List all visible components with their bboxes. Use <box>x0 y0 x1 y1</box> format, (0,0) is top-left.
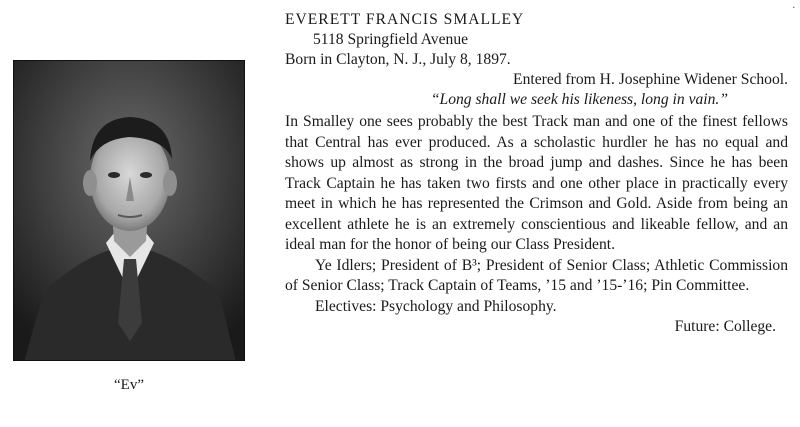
birth-info: Born in Clayton, N. J., July 8, 1897. <box>285 51 511 68</box>
corner-mark: . <box>792 0 795 11</box>
nickname-caption: “Ev” <box>114 377 144 393</box>
address: 5118 Springfield Avenue <box>313 31 469 48</box>
future-line: Future: College. <box>674 318 776 335</box>
biography-paragraph: In Smalley one sees probably the best Track man and one of the finest fellows that Central has ever produced. As a scholastic hurdler he has no equal and shows up almost as strong in the broad jump and dashes. Since he has been Track Captain he has taken two firsts and one other place in practically every meet in which he has represented the Crimson and Gold. Aside from being an excellent athlete he is an extremely conscientious and likeable fellow, and an ideal man for the honor of being our Class President. <box>285 113 788 253</box>
student-name: EVERETT FRANCIS SMALLEY <box>285 11 525 28</box>
entered-from: Entered from H. Josephine Widener School. <box>513 71 788 88</box>
entry-text <box>285 10 788 337</box>
motto-quote: “Long shall we seek his likeness, long in vain.” <box>430 91 728 108</box>
activities-paragraph: Ye Idlers; President of B³; President of Senior Class; Athletic Commission of Senior Class; Track Captain of Teams, ’15 and ’15-’16; Pin Committee. <box>285 256 788 294</box>
portrait-photo <box>13 60 245 361</box>
electives-line: Electives: Psychology and Philosophy. <box>315 297 557 315</box>
